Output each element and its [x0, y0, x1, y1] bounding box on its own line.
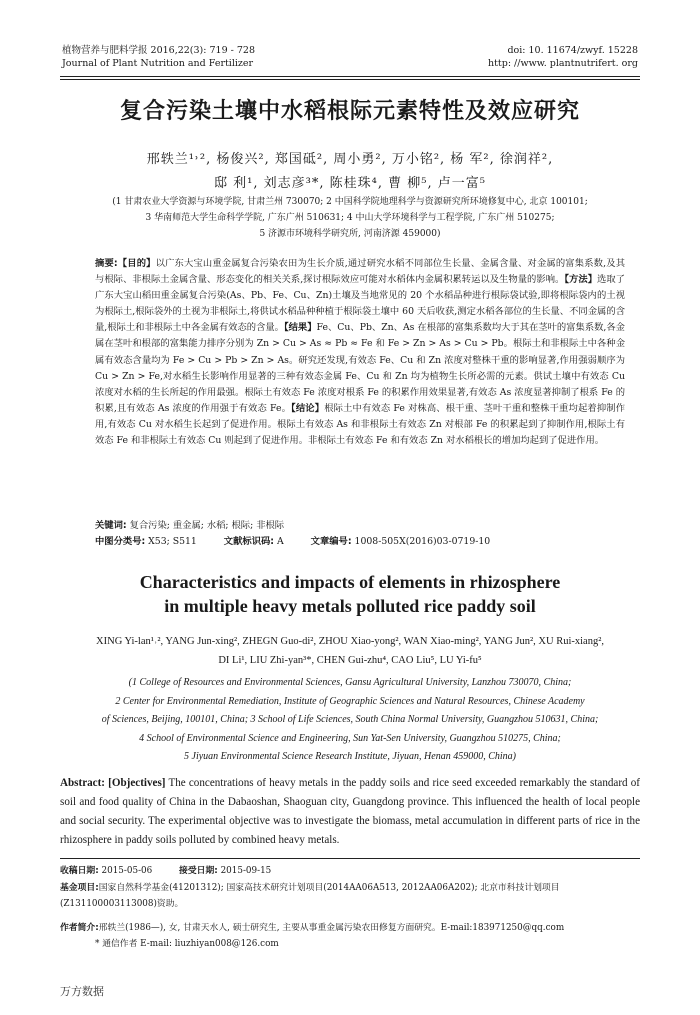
en-affiliation-line-3: of Sciences, Beijing, 100101, China; 3 School of Life Sciences, South China Normal University, Guangzhou 510631, China;	[101, 714, 599, 725]
cn-method-label: 【方法】	[564, 274, 598, 286]
journal-citation-cn: 植物营养与肥料学报 2016,22(3): 719 - 728	[62, 45, 255, 56]
cn-affiliation-line-2: 3 华南师范大学生命科学学院, 广东广州 510631; 4 中山大学环境科学与工程学院, 广东广州 510275;	[145, 213, 555, 223]
footnote-dates	[60, 864, 640, 880]
cn-keywords-label: 关键词:	[95, 520, 127, 531]
received-label: 收稿日期:	[60, 866, 99, 876]
en-affiliation-line-4: 4 School of Environmental Science and Engineering, Sun Yat-Sen University, Guangzhou 510275, China;	[139, 732, 561, 744]
cn-title: 复合污染土壤中水稻根际元素特性及效应研究	[119, 99, 580, 124]
en-affiliation-line-2: 2 Center for Environmental Remediation, Institute of Geographic Sciences and Natural Resources, Chinese Academy	[115, 695, 585, 707]
en-abstract-text: The concentrations of heavy metals in the paddy soils and rice seed exceeded remarkably the standard of soil and food quality of China in the Dabaoshan, Shaoguan city, Guangdong province. This influenced the health of local people and social security. The experimental objective was to investigate the biomass, metal accumulation in different parts of rice in the rhizosphere in paddy soils polluted by combined heavy metals.	[60, 777, 640, 846]
article-no-value: 1008-505X(2016)03-0719-10	[354, 536, 491, 547]
en-affiliation-line-5: 5 Jiyuan Environmental Science Research Institute, Jiyuan, Henan 459000, China)	[184, 751, 516, 762]
accepted-label: 接受日期:	[179, 866, 218, 876]
cn-conclusion-label: 【结论】	[291, 402, 325, 414]
fund-label: 基金项目:	[60, 883, 99, 893]
doc-code-label: 文献标识码:	[223, 536, 274, 547]
en-affiliation-line-1: (1 College of Resources and Environmental Sciences, Gansu Agricultural University, Lanzhou 730070, China;	[128, 677, 572, 688]
received-date: 2015-05-06	[101, 866, 153, 876]
cn-keywords-text: 复合污染; 重金属; 水稻; 根际; 非根际	[129, 520, 285, 531]
en-affiliations	[60, 674, 640, 767]
clc-value: X53; S511	[148, 536, 197, 547]
en-title-line-2: in multiple heavy metals polluted rice paddy soil	[164, 596, 536, 616]
cn-keywords	[95, 517, 625, 531]
journal-header-right	[488, 44, 638, 70]
cn-result-text: Fe、Cu、Pb、Zn、As 在根部的富集系数均大于其在茎叶的富集系数,各金属在茎叶和根部的富集能力排序分别为 Zn > Cu > As ≈ Pb ≈ Fe 和 Fe > Zn > As > Cu > Pb。根际土和非根际土中各种金属有效态含量均为 Fe > Cu > Pb > Zn > As。研究还发现,有效态 Fe、Cu 和 Zn 浓度对整株干重的影响显著,作用强弱顺序为 Cu > Zn > Fe,对水稻生长影响作用显著的三种有效态金属 Fe、Cu 和 Zn 均为植物生长所必需的元素。供试土壤中有效态 Cu 浓度对水稻的生长所起的作用最强。根际土有效态 Fe 浓度对根系 Fe 的积累作用效果显著,有效态 As 浓度显著抑制了根系 Fe 的积累,且有效态 As 浓度的作用强于有效态 Fe。	[95, 322, 625, 414]
author-info-text: 邢轶兰(1986—), 女, 甘肃天水人, 硕士研究生, 主要从事重金属污染农田修复方面研究。E-mail:183971250@qq.com	[98, 923, 565, 933]
cn-abstract-label: 摘要:	[95, 258, 118, 269]
en-authors-line-2: DI Li¹, LIU Zhi-yan³*, CHEN Gui-zhu⁴, CAO Liu⁵, LU Yi-fu⁵	[218, 655, 482, 666]
cn-method-text: 选取了广东大宝山稻田重金属复合污染(As、Pb、Fe、Cu、Zn)土壤及当地常见的 20 个水稻品种进行根际袋试验,即将根际袋内的土视为根际土,根际袋外的土视为非根际土,将供试水稻品种种植于根际袋土壤中 60 天后收获,测定水稻各部位的生长量、不同金属的含量,根际土和非根际土中各金属有效态的含量。	[95, 274, 625, 334]
cn-authors-line-1: 邢轶兰¹˒², 杨俊兴², 郑国砥², 周小勇², 万小铭², 杨 军², 徐润祥²,	[146, 152, 554, 167]
footnote-rule	[60, 858, 640, 859]
author-info-label: 作者简介:	[60, 923, 99, 933]
clc-label: 中图分类号:	[95, 536, 146, 547]
footnote-corresponding: * 通信作者 E-mail: liuzhiyan008@126.com	[95, 939, 279, 949]
doi: doi: 10. 11674/zwyf. 15228	[507, 45, 638, 56]
watermark: 万方数据	[60, 985, 104, 998]
cn-objective-text: 以广东大宝山重金属复合污染农田为生长介质,通过研究水稻不同部位生长量、金属含量、对金属的富集系数,及其与根际、非根际土金属含量、形态变化的相关关系,探讨根际效应可能对水稻体内金属积累转运以及生物量的影响。	[95, 258, 625, 286]
article-no-label: 文章编号:	[310, 536, 352, 547]
header-rule-thin	[60, 79, 640, 80]
en-title-line-1: Characteristics and impacts of elements in rhizosphere	[139, 572, 561, 592]
en-abstract-label: Abstract:	[60, 777, 105, 789]
doc-code-value: A	[276, 536, 284, 547]
en-objectives-label: [Objectives]	[108, 777, 166, 789]
cn-result-label: 【结果】	[283, 322, 317, 334]
cn-abstract	[95, 256, 625, 449]
footnote-fund	[60, 881, 640, 912]
en-authors-line-1: XING Yi-lan¹˒², YANG Jun-xing², ZHEGN Guo-di², ZHOU Xiao-yong², WAN Xiao-ming², YANG Jun², XU Rui-xiang²,	[96, 636, 604, 647]
cn-affiliation-line-3: 5 济源市环境科学研究所, 河南济源 459000)	[259, 229, 441, 239]
accepted-date: 2015-09-15	[220, 866, 272, 876]
cn-objective-label: 【目的】	[117, 258, 156, 269]
journal-url[interactable]: http: //www. plantnutrifert. org	[488, 58, 638, 69]
fund-text: 国家自然科学基金(41201312); 国家高技术研究计划项目(2014AA06A513, 2012AA06A202); 北京市科技计划项目(Z131100003113008)资助。	[60, 883, 560, 909]
cn-conclusion-text: 根际土中有效态 Fe 对株高、根干重、茎叶干重和整株干重均起着抑制作用,有效态 Cu 对水稻生长起到了促进作用。根际土有效态 As 和非根际土有效态 Zn 对根部 Fe 的积累起到了抑制作用,根际土有效态 Fe 和非根际土有效态 Cu 则起到了促进作用。非根际土有效态 Fe 和有效态 Zn 对水稻根长的增加均起到了促进作用。	[95, 402, 626, 447]
cn-affiliation-line-1: (1 甘肃农业大学资源与环境学院, 甘肃兰州 730070; 2 中国科学院地理科学与资源研究所环境修复中心, 北京 100101;	[112, 197, 588, 207]
journal-name-en: Journal of Plant Nutrition and Fertilizer	[62, 58, 254, 69]
footnote-author	[60, 921, 640, 937]
cn-classification	[95, 533, 625, 547]
en-abstract	[60, 774, 640, 850]
header-rule	[60, 76, 640, 77]
cn-authors-line-2: 邸 利¹, 刘志彦³*, 陈桂珠⁴, 曹 柳⁵, 卢一富⁵	[214, 176, 486, 191]
journal-header-left	[62, 44, 255, 70]
